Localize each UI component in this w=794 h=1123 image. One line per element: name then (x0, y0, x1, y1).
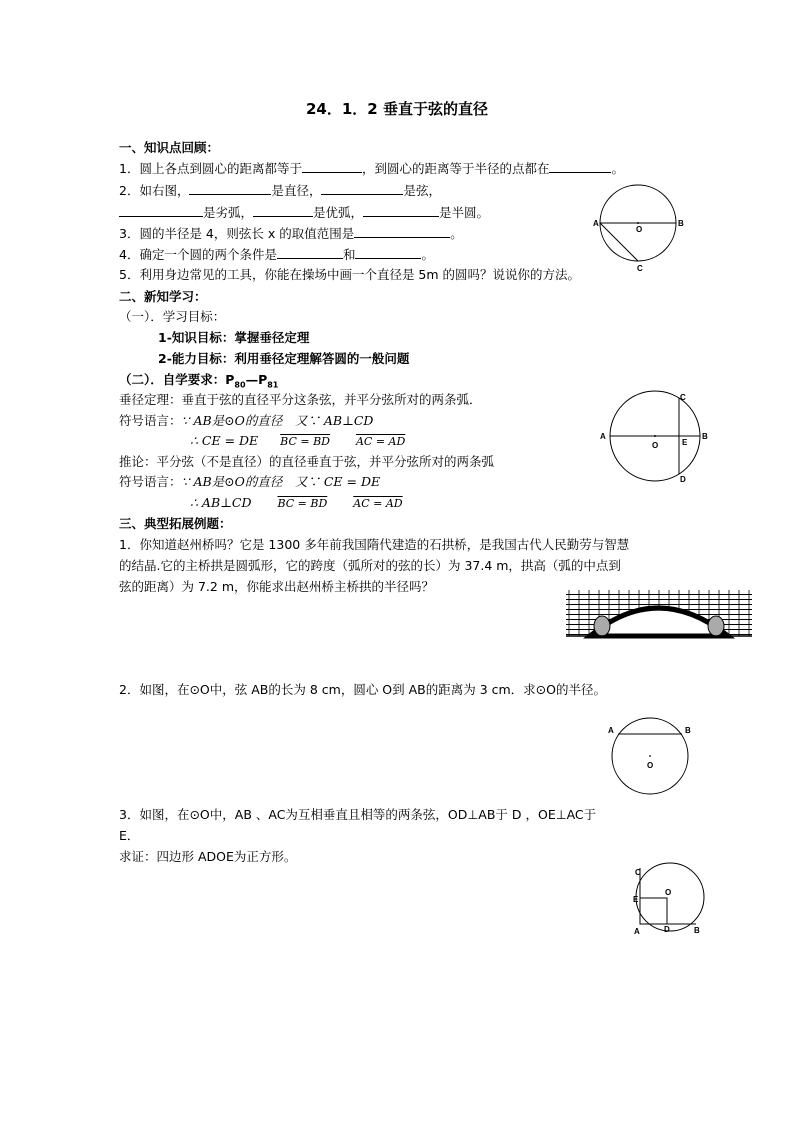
blank (119, 204, 203, 217)
blank (189, 182, 271, 195)
symbol-statement: ∵ AB是⊙O的直径 又∵ AB⊥CD (181, 413, 374, 428)
label-b: B (685, 726, 691, 735)
symbol-conclusion-2 (190, 495, 403, 512)
example-1-line-3: 弦的距离）为 7.2 m，你能求出赵州桥主桥拱的半径吗？ (119, 579, 435, 594)
label-c: C (635, 868, 641, 877)
center-dot (649, 755, 651, 757)
symbol-conclusion-1 (190, 433, 405, 450)
section-1-heading: 一、知识点回顾： (119, 140, 220, 155)
square-adoe (640, 898, 667, 924)
conclusion-arc-2: AC = AD (355, 435, 406, 448)
subsection-goals: （一）．学习目标： (119, 309, 226, 324)
blank (253, 204, 313, 217)
question-2-line-2 (119, 204, 489, 221)
circle (636, 863, 704, 931)
chord-ac (600, 223, 638, 261)
q1-part-c: 。 (611, 161, 624, 176)
example-3-line-3: 求证：四边形 ADOE为正方形。 (119, 849, 297, 864)
label-o: O (652, 441, 659, 450)
blank (549, 160, 611, 173)
figure-circle-chord (590, 183, 690, 273)
side-arch-left (594, 616, 610, 636)
q2-part-b: 是直径， (271, 183, 322, 198)
question-4 (119, 246, 434, 263)
label-e: E (682, 438, 688, 447)
figure-square-adoe (630, 862, 710, 938)
theorem-statement: 垂径定理：垂直于弦的直径平分这条弦，并平分弦所对的两条弧． (119, 392, 482, 407)
question-1 (119, 160, 624, 177)
q1-part-b: ，到圆心的距离等于半径的点都在 (361, 161, 550, 176)
section-2-heading: 二、新知学习： (119, 289, 207, 304)
blank (302, 160, 362, 173)
question-3 (119, 225, 463, 242)
label-o: O (665, 888, 672, 897)
self-study-dash: —P (245, 372, 268, 387)
conclusion-chord: ∴ CE = DE (190, 433, 259, 448)
symbol-language-2 (119, 474, 380, 490)
label-e: E (633, 895, 639, 904)
label-c: C (680, 393, 686, 402)
figure-perpendicular-diameter (598, 390, 710, 490)
blank (321, 182, 403, 195)
symbol-label: 符号语言： (119, 474, 182, 489)
label-d: D (664, 925, 670, 934)
conclusion-arc-1: BC = BD (280, 435, 330, 448)
goal-ability: 2-能力目标：利用垂径定理解答圆的一般问题 (158, 351, 410, 366)
blank (354, 225, 450, 238)
label-b: B (694, 926, 700, 935)
center-dot (637, 222, 639, 224)
conclusion-arc-2: AC = AD (353, 497, 403, 510)
page-title: 24．1．2 垂直于弦的直径 (306, 100, 488, 118)
symbol-statement: ∵ AB是⊙O的直径 又∵ CE = DE (181, 474, 381, 489)
q2-part-f: 是半圆。 (439, 205, 490, 220)
figure-chord-ab (605, 718, 697, 798)
q4-part-b: 和 (342, 247, 356, 262)
q2-part-c: 是弦， (403, 183, 441, 198)
blank (355, 246, 421, 259)
q2-part-a: 2．如右图， (119, 183, 190, 198)
symbol-language-1 (119, 413, 373, 429)
q1-part-a: 1．圆上各点到圆心的距离都等于 (119, 161, 302, 176)
question-2-line-1 (119, 182, 441, 199)
subsection-self-study (119, 372, 278, 394)
q3-part-a: 3．圆的半径是 4，则弦长 x 的取值范围是 (119, 226, 355, 241)
conclusion-perp: ∴ AB⊥CD (190, 495, 252, 510)
side-arch-right (708, 616, 724, 636)
q3-part-b: 。 (450, 226, 463, 241)
section-3-heading: 三、典型拓展例题： (119, 516, 232, 531)
page-end: 81 (267, 380, 279, 390)
symbol-label: 符号语言： (119, 413, 182, 428)
zhaozhou-bridge-image (566, 590, 752, 636)
label-a: A (634, 927, 640, 936)
blank (363, 204, 439, 217)
q4-part-c: 。 (421, 247, 434, 262)
example-2: 2．如图，在⊙O中，弦 AB的长为 8 cm，圆心 O到 AB的距离为 3 cm．求⊙O的半径。 (119, 682, 606, 697)
label-o: O (636, 225, 643, 234)
center-dot (654, 435, 656, 437)
label-b: B (702, 432, 708, 441)
blank (277, 246, 343, 259)
conclusion-arc-1: BC = BD (277, 497, 328, 510)
label-o: O (647, 761, 654, 770)
page-start: 80 (234, 380, 246, 390)
label-a: A (600, 432, 606, 441)
example-1-line-1: 1．你知道赵州桥吗？它是 1300 多年前我国隋代建造的石拱桥，是我国古代人民勤劳与智慧 (119, 537, 630, 552)
corollary-statement: 推论：平分弦（不是直径）的直径垂直于弦，并平分弦所对的两条弧 (119, 454, 495, 469)
question-5: 5．利用身边常见的工具，你能在操场中画一个直径是 5m 的圆吗？说说你的方法。 (119, 267, 581, 282)
q2-part-e: 是优弧， (313, 205, 364, 220)
q2-part-d: 是劣弧， (203, 205, 254, 220)
goal-knowledge: 1-知识目标：掌握垂径定理 (158, 330, 310, 345)
label-c: C (637, 264, 643, 273)
q4-part-a: 4．确定一个圆的两个条件是 (119, 247, 277, 262)
example-3-line-1: 3．如图，在⊙O中，AB 、AC为互相垂直且相等的两条弦，OD⊥AB于 D ，OE⊥AC于 (119, 807, 597, 822)
self-study-label: （二）．自学要求：P (119, 372, 235, 387)
label-b: B (678, 219, 684, 228)
label-d: D (680, 475, 686, 484)
label-a: A (608, 726, 614, 735)
label-a: A (593, 219, 599, 228)
example-1-line-2: 的结晶.它的主桥拱是圆弧形，它的跨度（弧所对的弦的长）为 37.4 m，拱高（弧的中点到 (119, 558, 621, 573)
example-3-line-2: E． (119, 828, 140, 843)
